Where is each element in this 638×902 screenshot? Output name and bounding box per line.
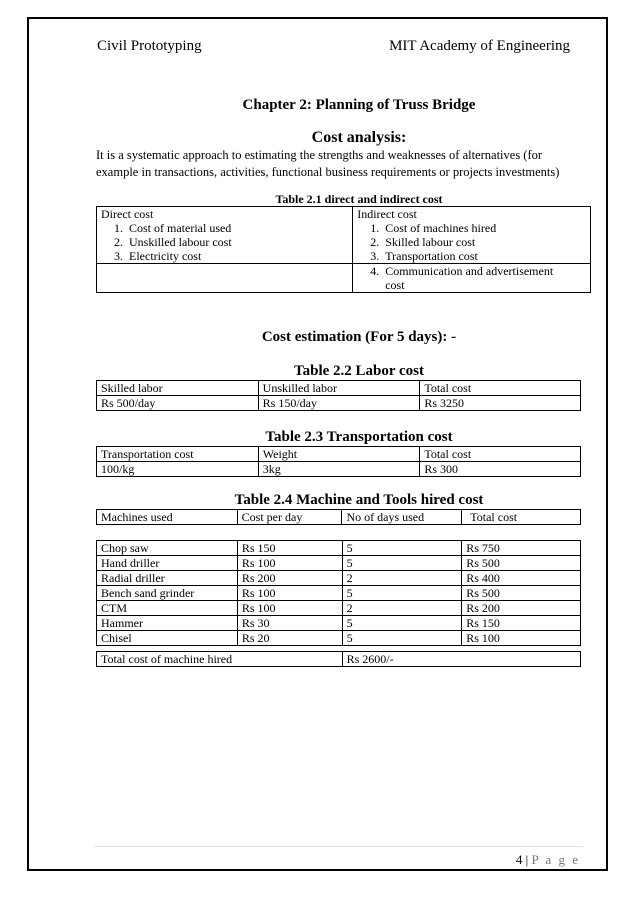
table-header-cell: Total cost [462,510,581,525]
table-row [97,447,581,462]
table2-caption: Table 2.2 Labor cost [293,363,425,379]
table-cell: Rs 150/day [258,396,420,411]
cost-analysis-heading: Cost analysis: [311,129,407,146]
table-cell: Rs 750 [462,541,581,556]
table-cell: Rs 500/day [97,396,259,411]
table-cell: Chop saw [97,541,238,556]
table-row [97,631,581,646]
chapter-title: Chapter 2: Planning of Truss Bridge [242,97,476,113]
table-cell: Chisel [97,631,238,646]
table-row [97,396,581,411]
table-row [97,235,591,249]
table-cell: 5 [342,586,462,601]
table-header-cell: Skilled labor [97,381,259,396]
table-header-cell: Unskilled labor [258,381,420,396]
table-row [97,541,581,556]
page-number: 4 [515,852,523,867]
total-label: Total cost of machine hired [97,652,343,667]
table-header-cell: Weight [258,447,420,462]
table-cell [353,221,591,235]
table-cell: 2 [342,601,462,616]
page-label: P a g e [531,852,580,867]
list-item: cost [385,278,405,292]
list-number: 3. [114,249,123,263]
machine-cost-header-table [96,509,581,525]
list-item: Communication and advertisement [385,264,554,278]
table-cell: 5 [342,631,462,646]
table-cell: 5 [342,541,462,556]
table-cell: 5 [342,616,462,631]
cost-analysis-text: It is a systematic approach to estimating the strengths and weaknesses of alternatives (for example in transactions, activities, functional business requirements or projects investments) [96,148,560,179]
table-row [97,556,581,571]
table-cell: Rs 500 [462,556,581,571]
page-footer [516,852,580,868]
table-cell [97,278,353,293]
list-number: 2. [370,235,380,249]
table-cell: Rs 100 [237,601,342,616]
machine-total-table [96,651,581,667]
table-row [97,510,581,525]
table-row [97,264,591,279]
table-cell: Rs 200 [462,601,581,616]
table-header-cell: Transportation cost [97,447,259,462]
table-cell: Rs 100 [237,586,342,601]
list-item: Unskilled labour cost [129,235,232,249]
table-cell: Rs 150 [237,541,342,556]
table4-caption: Table 2.4 Machine and Tools hired cost [234,492,484,508]
table-cell: Bench sand grinder [97,586,238,601]
table-cell: 2 [342,571,462,586]
machine-cost-table [96,540,581,646]
table-cell: 5 [342,556,462,571]
table-cell: Hammer [97,616,238,631]
table-row [97,652,581,667]
table-cell: Rs 20 [237,631,342,646]
table-cell: Rs 200 [237,571,342,586]
list-number: 2. [114,235,123,249]
table-header-cell: Machines used [97,510,238,525]
total-value: Rs 2600/- [342,652,580,667]
table-cell: Rs 30 [237,616,342,631]
list-number: 1. [114,221,123,235]
labor-cost-table [96,380,581,411]
table-row [97,586,581,601]
page-separator: | [525,852,529,867]
table-cell: Rs 100 [237,556,342,571]
table-row [97,207,591,222]
table-cell [353,278,591,293]
table-header-cell: Cost per day [237,510,342,525]
table-row [97,462,581,477]
table-cell [97,235,353,249]
table3-caption: Table 2.3 Transportation cost [265,429,453,445]
header-left: Civil Prototyping [97,38,202,54]
list-item: Transportation cost [385,249,478,263]
table-header-cell: Total cost [420,447,581,462]
cost-estimation-heading: Cost estimation (For 5 days): - [261,329,457,345]
table-row [97,381,581,396]
list-item: Skilled labour cost [385,235,476,249]
header-right: MIT Academy of Engineering [389,38,570,54]
list-item: Cost of material used [129,221,232,235]
footer-divider [95,846,583,847]
table-cell: Rs 500 [462,586,581,601]
list-item: Cost of machines hired [385,221,497,235]
table-cell: Rs 400 [462,571,581,586]
table-cell: 100/kg [97,462,259,477]
list-number: 1. [370,221,380,235]
table-cell: Rs 300 [420,462,581,477]
table-cell: Direct cost [97,207,353,222]
table-cell [97,221,353,235]
table-cell: Rs 150 [462,616,581,631]
table1-caption: Table 2.1 direct and indirect cost [275,192,443,206]
table-cell: CTM [97,601,238,616]
table-row [97,278,591,293]
table-cell: Rs 3250 [420,396,581,411]
table-cell: Indirect cost [353,207,591,222]
table-header-cell: Total cost [420,381,581,396]
table-row [97,616,581,631]
table-cell: Hand driller [97,556,238,571]
table-cell [97,264,353,279]
table-cell: Radial driller [97,571,238,586]
table-header-cell: No of days used [342,510,462,525]
table-row [97,221,591,235]
table-cell: Rs 100 [462,631,581,646]
table-cell: 3kg [258,462,420,477]
list-number: 4. [370,264,380,278]
table-row [97,249,591,264]
direct-indirect-table [96,206,591,293]
table-cell [353,264,591,279]
transportation-cost-table [96,446,581,477]
table-row [97,571,581,586]
table-row [97,601,581,616]
table-cell [353,235,591,249]
table-cell [353,249,591,264]
list-number: 3. [370,249,380,263]
list-item: Electricity cost [129,249,202,263]
table-cell [97,249,353,264]
